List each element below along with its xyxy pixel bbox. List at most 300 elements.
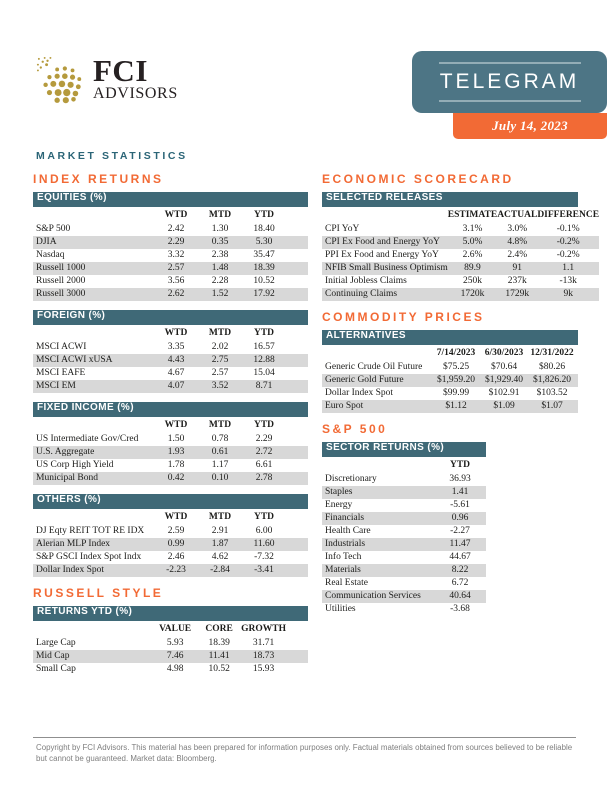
table-row [322,603,486,616]
spacer-cell [286,417,308,433]
spacer-cell [484,551,486,564]
cell-value: $1.12 [445,401,467,411]
row-label-header [322,457,436,473]
spacer-cell [286,380,308,393]
cell-value: 40.64 [449,591,471,601]
table-row [33,551,308,564]
row-label: Utilities [325,604,356,614]
spacer-cell [286,525,308,538]
cell-value: 1.1 [562,263,575,273]
column-header: GROWTH [241,624,286,634]
table-row [322,236,599,249]
cell-value: 10.52 [253,276,275,286]
spacer-cell [286,564,308,577]
data-table [322,457,486,616]
spacer-cell [286,236,308,249]
row-label: Mid Cap [36,651,70,661]
data-table-block [33,192,308,301]
cell-value: 0.42 [167,473,185,483]
spacer-cell [484,603,486,616]
row-label: Municipal Bond [36,473,99,483]
table-row [33,367,308,380]
section-sp500 [322,422,578,616]
row-label: Alerian MLP Index [36,539,111,549]
table-row [33,433,308,446]
column-header: YTD [253,420,275,430]
column-header-row [33,417,308,433]
column-header: VALUE [159,624,192,634]
column-header-row [33,325,308,341]
cell-value: 5.30 [255,237,273,247]
spacer-cell [286,275,308,288]
cell-value: 4.43 [167,355,185,365]
data-table-block [322,330,578,413]
badge-top-rule [439,62,581,64]
spacer-cell [286,509,308,525]
table-header-bar: ALTERNATIVES [322,330,578,345]
table-header-bar: SELECTED RELEASES [322,192,578,207]
row-label-header [33,207,154,223]
column-header: MTD [208,420,232,430]
spacer-cell [484,564,486,577]
cell-value: 3.52 [211,381,229,391]
cell-value: 1.17 [211,460,229,470]
cell-value: $99.99 [442,388,470,398]
telegram-badge [412,51,607,113]
spacer-cell [286,650,308,663]
row-label: MSCI EAFE [36,368,86,378]
section-commodity-prices [322,310,578,413]
table-row [33,249,308,262]
spacer-cell [286,367,308,380]
cell-value: 0.78 [211,434,229,444]
table-row [322,223,599,236]
row-label: DJIA [36,237,57,247]
cell-value: $1,959.20 [437,375,475,385]
cell-value: 11.60 [253,539,275,549]
table-header-bar: OTHERS (%) [33,494,308,509]
column-header: ACTUAL [497,210,538,220]
cell-value: -2.27 [450,526,470,536]
spacer-cell [576,400,578,413]
cell-value: 8.22 [451,565,469,575]
cell-value: -3.68 [450,604,470,614]
column-header: WTD [164,512,188,522]
cell-value: -2.23 [166,565,186,575]
column-header: YTD [253,210,275,220]
cell-value: 2.91 [211,526,229,536]
row-label: DJ Eqty REIT TOT RE IDX [36,526,145,536]
spacer-cell [484,590,486,603]
column-header: MTD [208,210,232,220]
spacer-cell [484,473,486,486]
footer-divider [33,737,576,738]
cell-value: 3.35 [167,342,185,352]
row-label: PPI Ex Food and Energy YoY [325,250,439,260]
cell-value: 3.56 [167,276,185,286]
cell-value: 2.46 [167,552,185,562]
table-row [33,663,308,676]
cell-value: 6.61 [255,460,273,470]
row-label: Russell 3000 [36,289,86,299]
column-header: ESTIMATE [447,210,498,220]
spacer-cell [286,551,308,564]
column-header-row [322,345,578,361]
table-row [322,590,486,603]
cell-value: 8.71 [255,381,273,391]
cell-value: 16.57 [253,342,275,352]
row-label: Small Cap [36,664,76,674]
table-row [322,512,486,525]
cell-value: -0.2% [556,250,580,260]
cell-value: 0.10 [211,473,229,483]
table-row [33,525,308,538]
cell-value: 2.02 [211,342,229,352]
cell-value: -2.84 [210,565,230,575]
cell-value: 2.57 [211,368,229,378]
table-row [322,387,578,400]
row-label: Materials [325,565,361,575]
cell-value: 2.4% [507,250,528,260]
cell-value: $1.07 [541,401,563,411]
spacer-cell [286,262,308,275]
spacer-cell [576,361,578,374]
row-label: Generic Gold Future [325,375,404,385]
cell-value: $70.64 [490,362,518,372]
row-label: Dollar Index Spot [36,565,105,575]
spacer-cell [286,249,308,262]
cell-value: 1.48 [211,263,229,273]
spacer-cell [576,374,578,387]
column-header: 7/14/2023 [436,348,476,358]
table-row [322,538,486,551]
cell-value: 0.96 [451,513,469,523]
data-table [33,509,308,577]
row-label: US Intermediate Gov/Cred [36,434,139,444]
column-header: YTD [449,460,471,470]
cell-value: 2.78 [255,473,273,483]
cell-value: 2.28 [211,276,229,286]
table-row [322,551,486,564]
cell-value: 18.40 [253,224,275,234]
cell-value: $1,929.40 [485,375,523,385]
cell-value: 2.29 [255,434,273,444]
table-row [322,564,486,577]
section-title: INDEX RETURNS [33,172,164,186]
row-label: U.S. Aggregate [36,447,95,457]
section-economic-scorecard [322,172,600,301]
spacer-cell [286,663,308,676]
cell-value: 9k [563,289,573,299]
cell-value: 2.57 [167,263,185,273]
cell-value: 250k [462,276,482,286]
cell-value: $1,826.20 [533,375,571,385]
cell-value: 17.92 [253,289,275,299]
row-label: Health Care [325,526,371,536]
row-label: CPI YoY [325,224,360,234]
table-row [33,446,308,459]
row-label: Staples [325,487,353,497]
cell-value: 11.47 [449,539,471,549]
table-row [33,380,308,393]
row-label: Russell 2000 [36,276,86,286]
table-row [322,473,486,486]
spacer-cell [286,288,308,301]
row-label: Initial Jobless Claims [325,276,407,286]
row-label: Communication Services [325,591,421,601]
row-label: Info Tech [325,552,362,562]
column-header: YTD [253,328,275,338]
row-label: US Corp High Yield [36,460,114,470]
cell-value: 2.38 [211,250,229,260]
cell-value: 12.88 [253,355,275,365]
data-table [33,621,308,676]
left-column [33,172,308,685]
cell-value: 6.72 [451,578,469,588]
table-row [33,223,308,236]
footer-disclaimer: Copyright by FCI Advisors. This material has been prepared for information purposes only. Factual materials obtained from sources believed to be reliable but cannot be guaranteed. Market data: Bloomberg. [36,743,573,763]
cell-value: 35.47 [253,250,275,260]
cell-value: 91 [512,263,522,273]
cell-value: 15.93 [252,664,275,674]
section-title: ECONOMIC SCORECARD [322,172,514,186]
fci-globe-icon [36,56,86,106]
table-row [33,538,308,551]
cell-value: 3.0% [507,224,528,234]
spacer-cell [484,457,486,473]
cell-value: $75.25 [442,362,470,372]
column-header: YTD [253,512,275,522]
table-row [33,564,308,577]
table-header-bar: FIXED INCOME (%) [33,402,308,417]
column-header: WTD [164,420,188,430]
cell-value: 3.1% [462,224,483,234]
telegram-title: TELEGRAM [439,70,580,93]
table-header-bar: EQUITIES (%) [33,192,308,207]
cell-value: 1.50 [167,434,185,444]
fci-advisors-logo [36,53,178,106]
cell-value: 0.35 [211,237,229,247]
cell-value: -3.41 [254,565,274,575]
cell-value: 1.87 [211,539,229,549]
table-row [33,341,308,354]
cell-value: 1.52 [211,289,229,299]
row-label: Industrials [325,539,366,549]
cell-value: 237k [507,276,527,286]
data-table [33,325,308,393]
cell-value: $103.52 [536,388,568,398]
table-header-bar: FOREIGN (%) [33,310,308,325]
cell-value: 5.93 [166,638,184,648]
cell-value: 2.42 [167,224,185,234]
data-table [33,207,308,301]
row-label: S&P GSCI Index Spot Indx [36,552,142,562]
table-row [322,262,599,275]
table-row [33,288,308,301]
row-label: MSCI ACWI xUSA [36,355,113,365]
column-header: 6/30/2023 [484,348,524,358]
cell-value: 4.98 [166,664,184,674]
row-label-header [33,509,154,525]
section-russell-style [33,586,308,676]
column-header: WTD [164,328,188,338]
cell-value: 2.62 [167,289,185,299]
cell-value: 89.9 [464,263,481,273]
spacer-cell [576,345,578,361]
column-header-row [33,207,308,223]
table-row [33,354,308,367]
cell-value: 1720k [460,289,485,299]
table-row [322,249,599,262]
data-table-block [33,310,308,393]
row-label: Euro Spot [325,401,364,411]
row-label: Discretionary [325,474,377,484]
cell-value: $102.91 [488,388,520,398]
table-row [33,459,308,472]
spacer-cell [286,621,308,637]
table-row [33,262,308,275]
row-label: Generic Crude Oil Future [325,362,423,372]
spacer-cell [286,223,308,236]
table-row [33,637,308,650]
section-title: RUSSELL STYLE [33,586,164,600]
row-label: Dollar Index Spot [325,388,394,398]
column-header: DIFFERENCE [537,210,600,220]
cell-value: 4.8% [507,237,528,247]
cell-value: 15.04 [253,368,275,378]
column-header: MTD [208,512,232,522]
cell-value: -5.61 [450,500,470,510]
logo-wordmark [93,53,178,102]
table-row [322,486,486,499]
row-label: Financials [325,513,365,523]
row-label: Continuing Claims [325,289,398,299]
cell-value: $80.26 [538,362,566,372]
cell-value: 18.39 [208,638,230,648]
cell-value: -0.2% [556,237,580,247]
row-label: Large Cap [36,638,76,648]
spacer-cell [484,577,486,590]
data-table [33,417,308,485]
column-header: 12/31/2022 [530,348,574,358]
spacer-cell [576,387,578,400]
column-header-row [322,207,599,223]
logo-line-advisors: ADVISORS [93,85,178,102]
cell-value: 3.32 [167,250,185,260]
cell-value: 0.99 [167,539,185,549]
table-row [33,472,308,485]
cell-value: 18.73 [252,651,275,661]
badge-bottom-rule [439,100,581,102]
cell-value: 2.72 [255,447,273,457]
cell-value: 1.78 [167,460,185,470]
section-index-returns [33,172,308,577]
cell-value: 1.41 [451,487,469,497]
column-header-row [33,509,308,525]
report-date: July 14, 2023 [492,118,568,133]
cell-value: 2.6% [462,250,483,260]
spacer-cell [286,446,308,459]
column-header: WTD [164,210,188,220]
cell-value: 10.52 [208,664,230,674]
row-label-header [322,207,448,223]
data-table-block [33,606,308,676]
spacer-cell [286,354,308,367]
cell-value: 1.30 [211,224,229,234]
row-label: MSCI EM [36,381,76,391]
table-row [322,288,599,301]
spacer-cell [484,486,486,499]
table-row [322,361,578,374]
data-table-block [33,494,308,577]
cell-value: 4.67 [167,368,185,378]
table-header-bar: SECTOR RETURNS (%) [322,442,486,457]
spacer-cell [286,341,308,354]
row-label: Real Estate [325,578,368,588]
cell-value: 7.46 [166,651,184,661]
spacer-cell [286,538,308,551]
row-label: S&P 500 [36,224,71,234]
spacer-cell [484,538,486,551]
spacer-cell [484,512,486,525]
cell-value: 4.62 [211,552,229,562]
cell-value: 18.39 [253,263,275,273]
date-ribbon [453,113,607,139]
logo-line-fci: FCI [93,53,148,88]
column-header: CORE [205,624,233,634]
row-label: CPI Ex Food and Energy YoY [325,237,440,247]
cell-value: 5.0% [462,237,483,247]
table-row [322,400,578,413]
right-column [322,172,600,625]
table-row [322,499,486,512]
cell-value: 2.29 [167,237,185,247]
spacer-cell [286,637,308,650]
cell-value: 6.00 [255,526,273,536]
table-row [33,650,308,663]
cell-value: 31.71 [252,638,275,648]
cell-value: 4.07 [167,381,185,391]
row-label: MSCI ACWI [36,342,87,352]
row-label-header [33,621,153,637]
section-title: COMMODITY PRICES [322,310,485,324]
data-table [322,207,599,301]
data-table [322,345,578,413]
spacer-cell [484,525,486,538]
spacer-cell [286,325,308,341]
table-row [322,525,486,538]
table-row [322,374,578,387]
cell-value: $1.09 [493,401,515,411]
row-label: Russell 1000 [36,263,86,273]
data-table-block [322,192,600,301]
cell-value: -7.32 [254,552,274,562]
cell-value: 11.41 [208,651,230,661]
column-header-row [322,457,486,473]
column-header: MTD [208,328,232,338]
cell-value: 2.75 [211,355,229,365]
spacer-cell [286,433,308,446]
cell-value: -0.1% [556,224,580,234]
row-label-header [322,345,432,361]
cell-value: 0.61 [211,447,229,457]
table-row [322,577,486,590]
column-header-row [33,621,308,637]
row-label-header [33,417,154,433]
row-label: Energy [325,500,353,510]
spacer-cell [484,499,486,512]
spacer-cell [286,472,308,485]
